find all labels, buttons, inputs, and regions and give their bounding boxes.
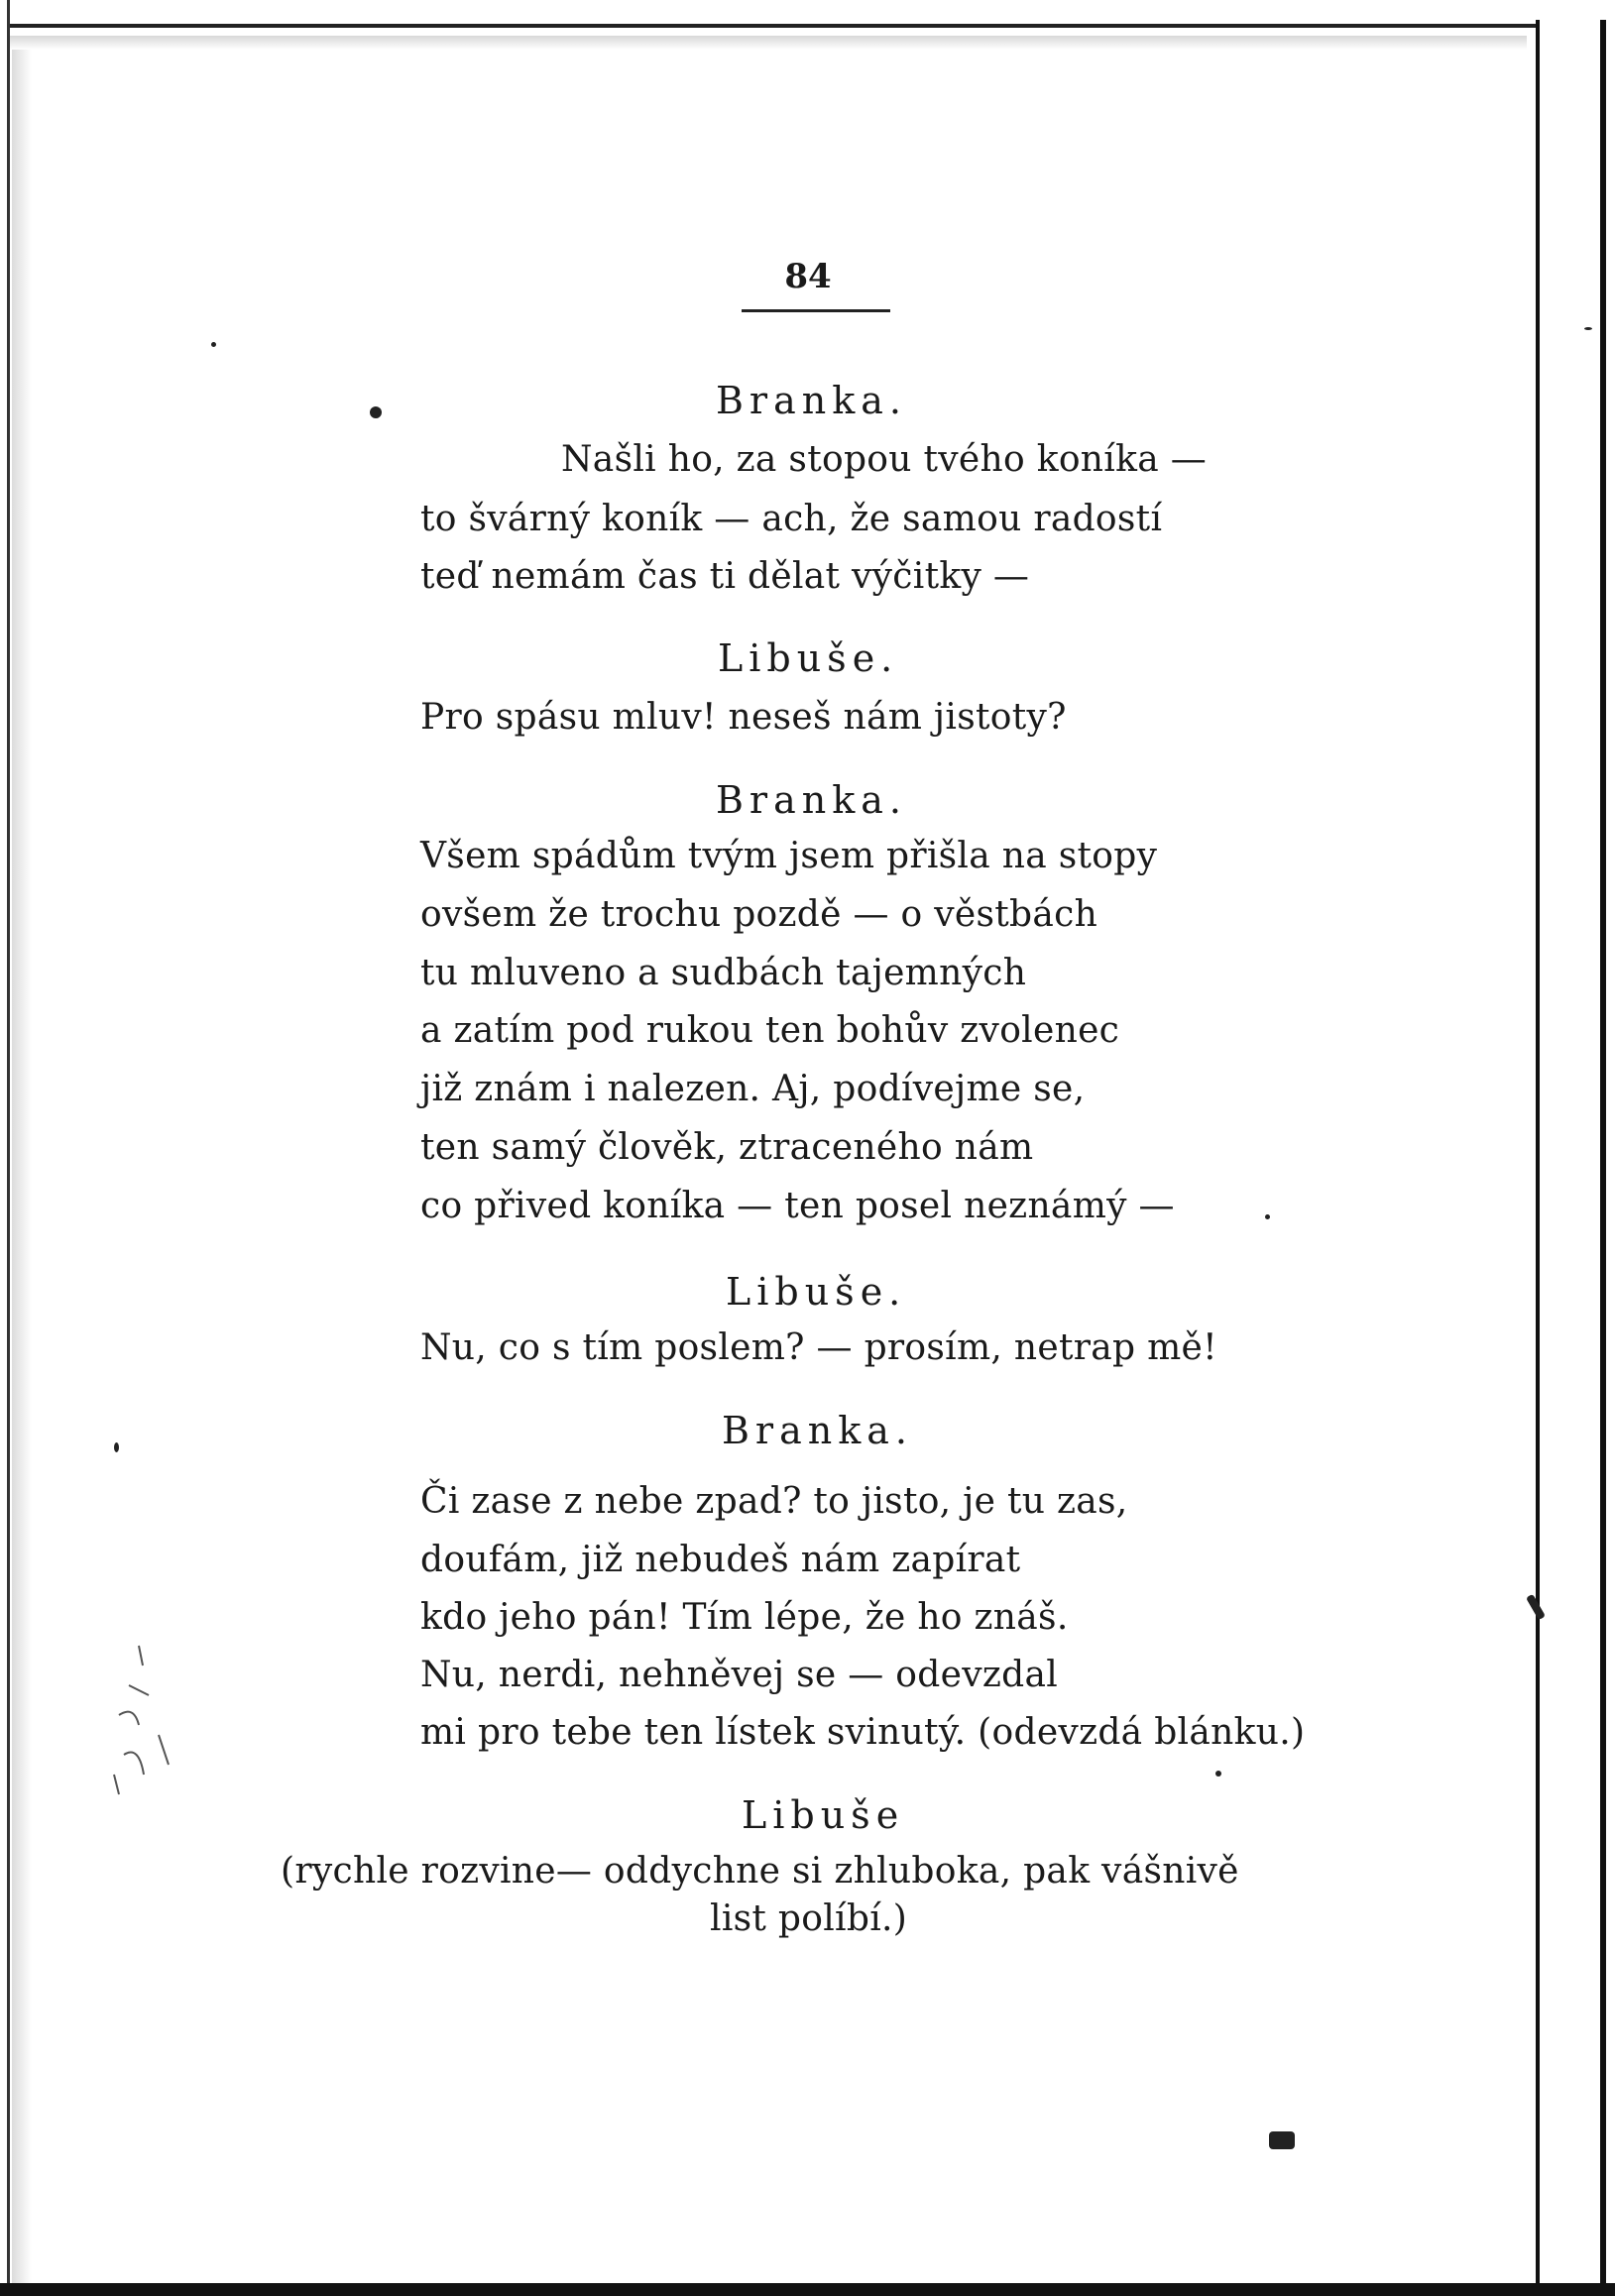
pencil-scribble: [99, 1626, 208, 1824]
speaker-name: Libuše: [742, 1793, 905, 1837]
verse-line: Všem spádům tvým jsem přišla na stopy: [420, 836, 1158, 876]
verse-line: mi pro tebe ten lístek svinutý. (odevzdá blánku.): [420, 1712, 1306, 1753]
ink-speck: [1265, 1214, 1270, 1219]
verse-line: Nu, co s tím poslem? — prosím, netrap mě!: [420, 1327, 1217, 1368]
scan-shadow-left: [12, 50, 32, 2290]
speaker-name: Branka.: [722, 1409, 913, 1452]
page-number: 84: [784, 257, 832, 296]
ink-speck: [1215, 1771, 1221, 1777]
verse-line: to švárný koník — ach, že samou radostí: [420, 499, 1163, 539]
ink-speck: [1584, 327, 1592, 330]
scan-shadow-top: [10, 36, 1527, 50]
speaker-name: Libuše.: [718, 636, 899, 680]
speaker-name: Libuše.: [726, 1270, 907, 1314]
verse-line: Nu, nerdi, nehněvej se — odevzdal: [420, 1655, 1059, 1695]
verse-line: ovšem že trochu pozdě — o věstbách: [420, 894, 1098, 935]
stage-direction-line: list políbí.): [710, 1898, 908, 1939]
verse-line: Pro spásu mluv! neseš nám jistoty?: [420, 697, 1067, 738]
verse-line: Či zase z nebe zpad? to jisto, je tu zas,: [420, 1481, 1128, 1522]
scan-edge-top: [0, 0, 1615, 28]
ink-speck: [114, 1442, 119, 1452]
stage-direction-line: (rychle rozvine— oddychne si zhluboka, pak vášnivě: [281, 1851, 1239, 1892]
verse-line: ten samý člověk, ztraceného nám: [420, 1127, 1034, 1168]
verse-line: doufám, již nebudeš nám zapírat: [420, 1540, 1021, 1580]
verse-line: a zatím pod rukou ten bohův zvolenec: [420, 1010, 1120, 1051]
verse-line: tu mluveno a sudbách tajemných: [420, 953, 1027, 993]
speaker-name: Branka.: [716, 778, 907, 822]
verse-line: kdo jeho pán! Tím lépe, že ho znáš.: [420, 1597, 1069, 1638]
page-number-rule: [742, 309, 890, 312]
ink-speck: [370, 406, 382, 418]
scan-edge-left: [0, 0, 10, 2296]
verse-line: teď nemám čas ti dělat výčitky —: [420, 556, 1030, 597]
ink-speck: [1269, 2131, 1295, 2149]
verse-line: již znám i nalezen. Aj, podívejme se,: [420, 1069, 1086, 1109]
verse-line: co přived koníka — ten posel neznámý —: [420, 1186, 1175, 1226]
ink-speck: [211, 342, 216, 347]
verse-line: Našli ho, za stopou tvého koníka —: [561, 439, 1208, 480]
scan-edge-bottom: [0, 2283, 1615, 2296]
scan-edge-right: [1600, 20, 1606, 2283]
speaker-name: Branka.: [716, 379, 907, 422]
